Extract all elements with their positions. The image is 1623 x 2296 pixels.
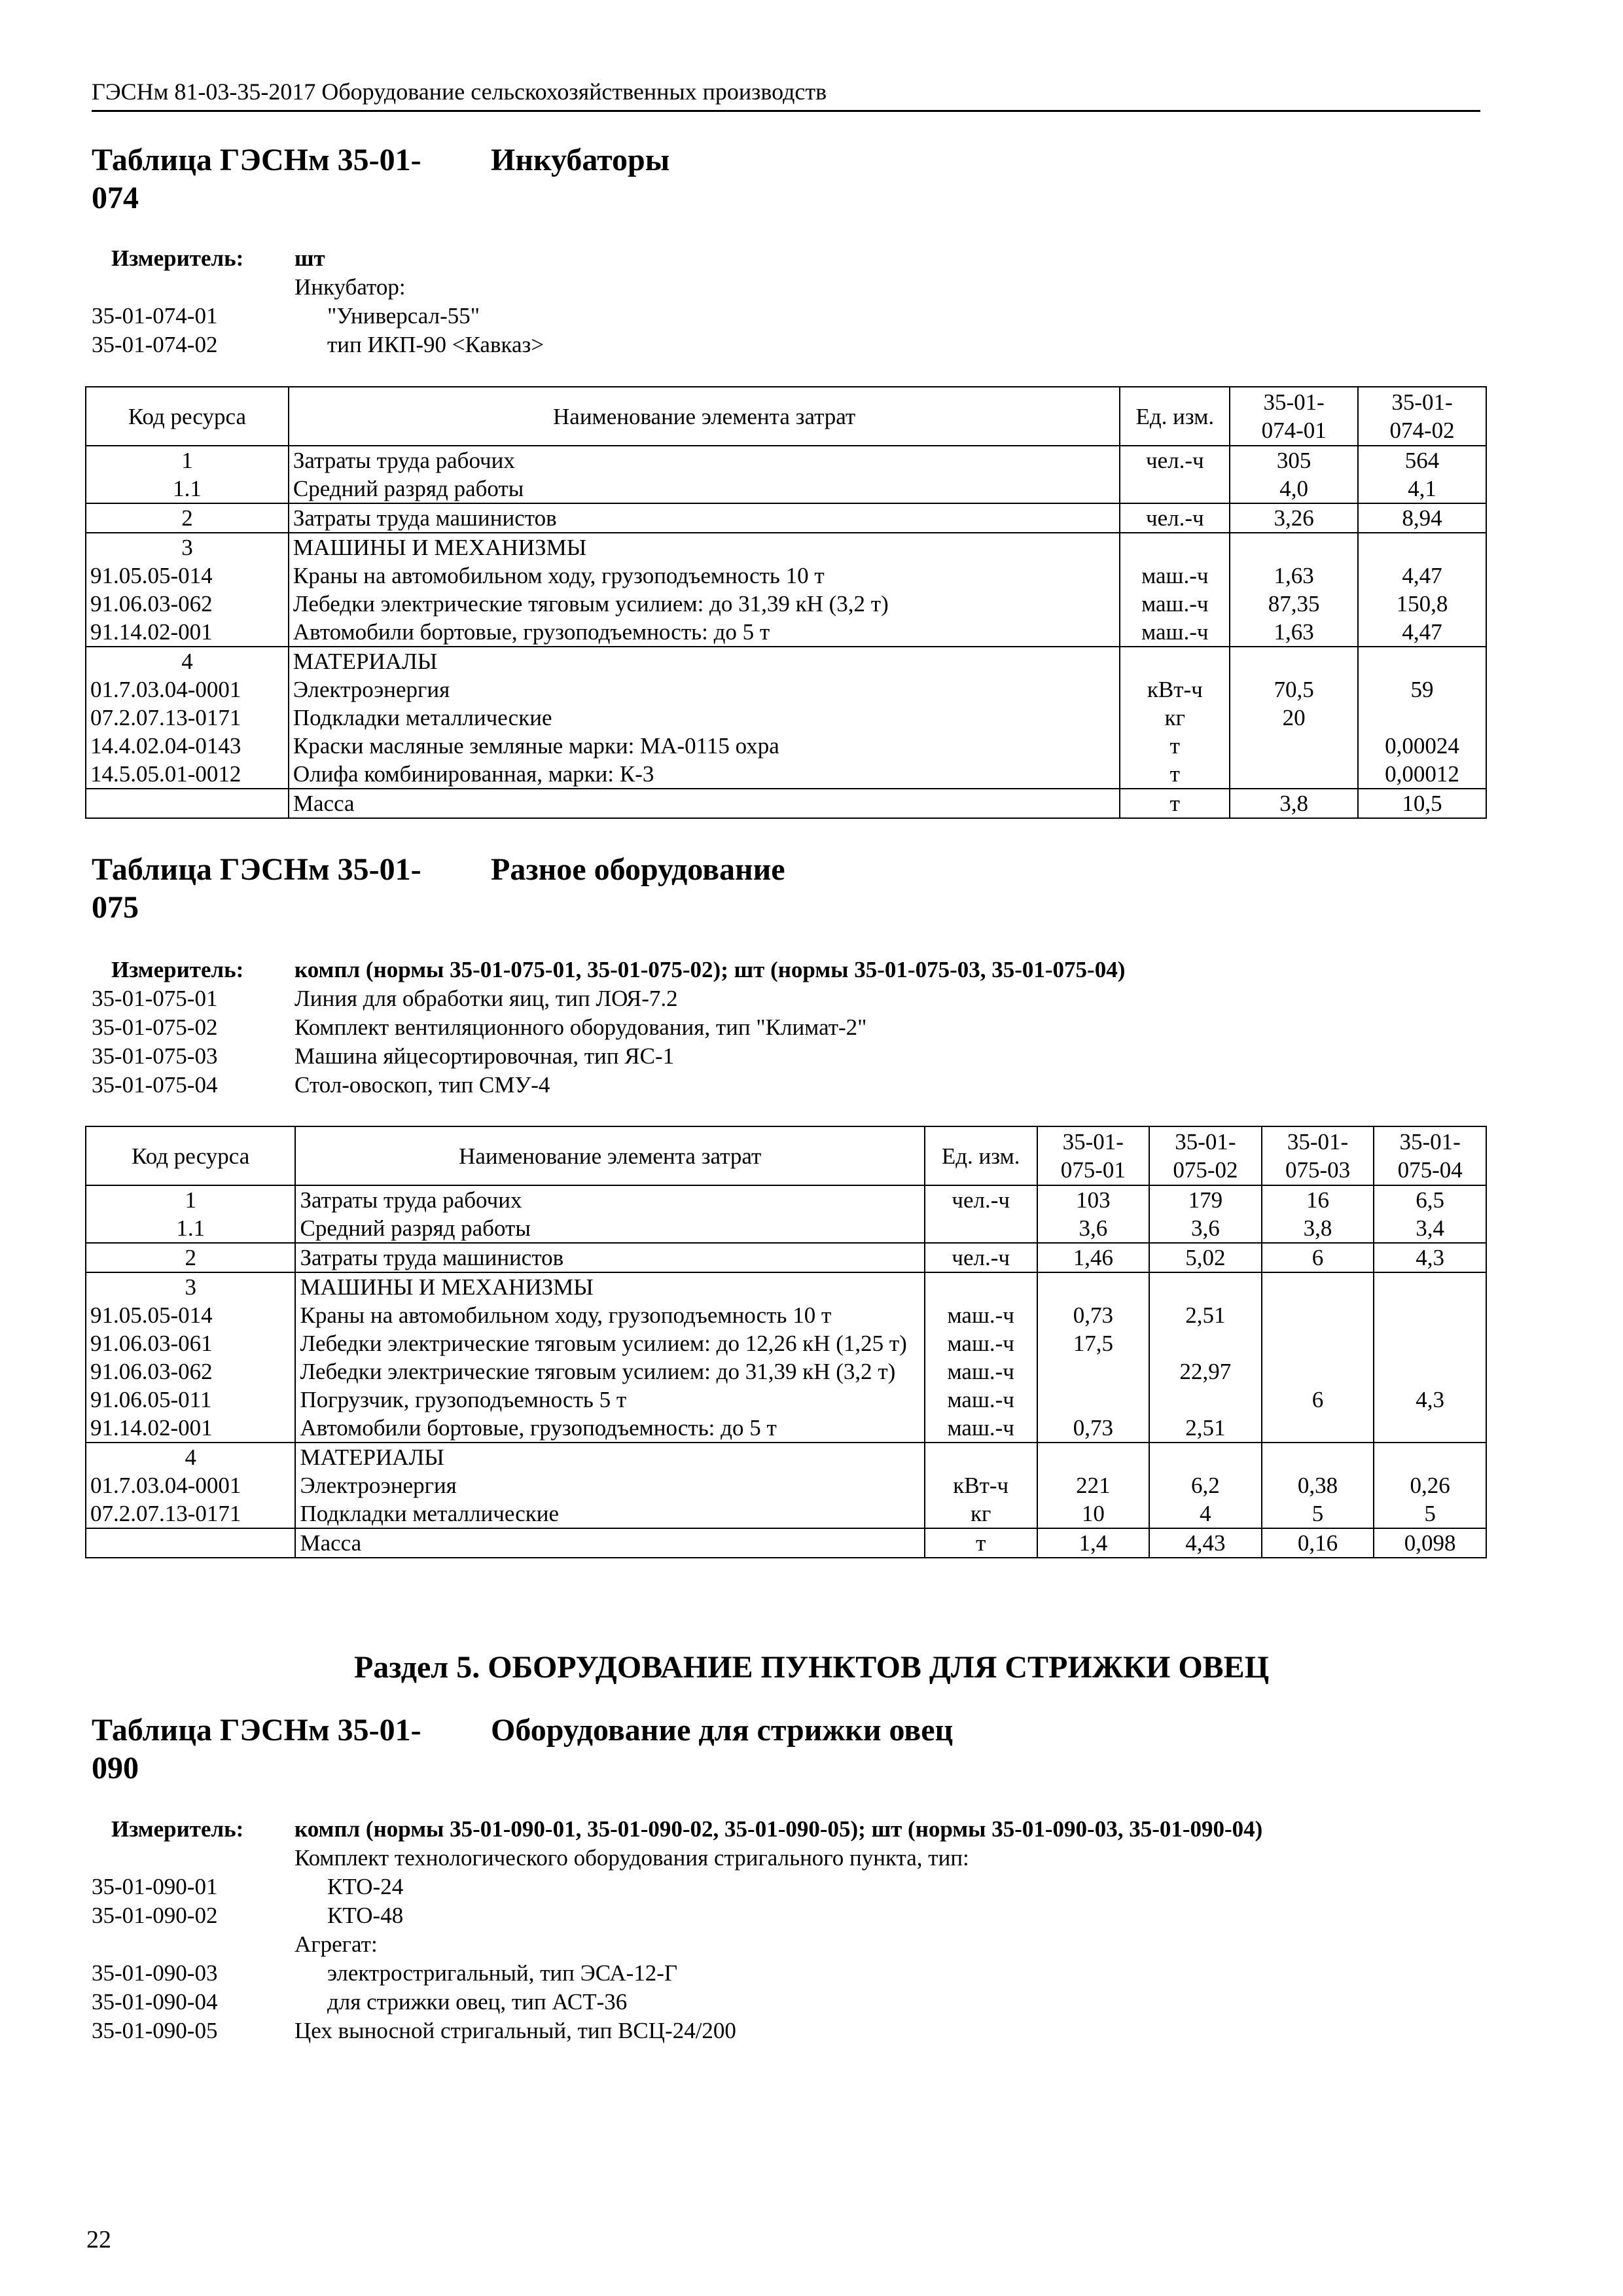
col-header-norm <box>1374 1126 1486 1185</box>
group-label: Комплект технологического оборудования стригального пункта, тип: <box>294 1845 969 1871</box>
cell-value: 0,73 <box>1037 1414 1150 1443</box>
cell-value: 0,00012 <box>1358 760 1486 789</box>
table-row <box>86 1471 1486 1499</box>
cell-name: Средний разряд работы <box>289 475 1120 503</box>
col-header-norm-bottom: 075-04 <box>1397 1157 1463 1183</box>
table-row <box>86 1357 1486 1386</box>
table-075-grid <box>85 1126 1487 1558</box>
table-row <box>86 446 1486 475</box>
cell-value <box>1037 1357 1150 1386</box>
cell-value: 59 <box>1358 675 1486 704</box>
table-row <box>86 1301 1486 1329</box>
cell-value: 1,4 <box>1037 1528 1150 1558</box>
cell-code: 91.14.02-001 <box>86 1414 295 1443</box>
page-number: 22 <box>86 2226 111 2253</box>
cell-code: 3 <box>86 1272 295 1301</box>
cell-unit: маш.-ч <box>1120 562 1230 590</box>
cell-value <box>1374 1357 1486 1386</box>
table-090-number <box>92 1712 491 1787</box>
table-074-name: Инкубаторы <box>491 143 670 177</box>
cell-value <box>1358 533 1486 562</box>
cell-code: 91.06.05-011 <box>86 1386 295 1414</box>
item-text: для стрижки овец, тип АСТ-36 <box>327 1989 628 2015</box>
cell-value <box>1149 1272 1262 1301</box>
col-header-norm-top: 35-01- <box>1287 1129 1349 1155</box>
cell-value <box>1037 1443 1150 1471</box>
cell-value: 4,3 <box>1374 1243 1486 1272</box>
cell-unit: т <box>1120 732 1230 760</box>
cell-unit: чел.-ч <box>925 1185 1037 1214</box>
cell-code: 3 <box>86 533 289 562</box>
meas-label: Измеритель: <box>111 1816 244 1842</box>
cell-name: Масса <box>289 789 1120 818</box>
section-heading: Раздел 5. ОБОРУДОВАНИЕ ПУНКТОВ ДЛЯ СТРИЖКИ ОВЕЦ <box>353 1650 1270 1685</box>
item-code: 35-01-074-02 <box>92 332 218 357</box>
col-header-name: Наименование элемента затрат <box>295 1126 924 1185</box>
table-074-title <box>92 141 669 217</box>
table-row <box>86 1214 1486 1243</box>
col-header-norm <box>1149 1126 1262 1185</box>
cell-value <box>1262 1329 1374 1357</box>
cell-value: 20 <box>1230 704 1358 732</box>
col-header-norm <box>1262 1126 1374 1185</box>
cell-name: Лебедки электрические тяговым усилием: до 12,26 кН (1,25 т) <box>295 1329 924 1357</box>
cell-value <box>1262 1443 1374 1471</box>
cell-value <box>1230 647 1358 675</box>
cell-name: Электроэнергия <box>289 675 1120 704</box>
table-row <box>86 789 1486 818</box>
cell-unit: маш.-ч <box>925 1386 1037 1414</box>
cell-unit: маш.-ч <box>925 1329 1037 1357</box>
table-075-number-line2: 075 <box>92 890 139 925</box>
cell-unit: чел.-ч <box>1120 503 1230 533</box>
cell-value: 2,51 <box>1149 1301 1262 1329</box>
item-text: Стол-овоскоп, тип СМУ-4 <box>294 1072 550 1098</box>
table-row <box>86 503 1486 533</box>
cell-name: Краски масляные земляные марки: МА-0115 охра <box>289 732 1120 760</box>
col-header-norm-top: 35-01- <box>1263 389 1325 415</box>
page-header: ГЭСНм 81-03-35-2017 Оборудование сельскохозяйственных производств <box>92 76 1480 112</box>
cell-code: 01.7.03.04-0001 <box>86 675 289 704</box>
cell-unit: кг <box>925 1499 1037 1528</box>
table-row <box>86 1386 1486 1414</box>
table-075-name: Разное оборудование <box>491 852 785 887</box>
item-code: 35-01-090-01 <box>92 1874 218 1899</box>
cell-unit <box>1120 533 1230 562</box>
cell-value: 5,02 <box>1149 1243 1262 1272</box>
cell-name: Подкладки металлические <box>289 704 1120 732</box>
cell-value: 3,26 <box>1230 503 1358 533</box>
cell-name: Краны на автомобильном ходу, грузоподъемность 10 т <box>295 1301 924 1329</box>
cell-value <box>1358 704 1486 732</box>
cell-value: 103 <box>1037 1185 1150 1214</box>
item-text: КТО-48 <box>327 1903 404 1928</box>
cell-value: 4,47 <box>1358 562 1486 590</box>
item-code: 35-01-090-03 <box>92 1960 218 1986</box>
cell-unit: т <box>925 1528 1037 1558</box>
cell-code: 1.1 <box>86 1214 295 1243</box>
cell-value <box>1374 1301 1486 1329</box>
col-header-norm-bottom: 074-02 <box>1389 418 1455 443</box>
cell-unit <box>925 1272 1037 1301</box>
table-row <box>86 533 1486 562</box>
cell-unit: маш.-ч <box>1120 618 1230 647</box>
item-text: Машина яйцесортировочная, тип ЯС-1 <box>294 1043 675 1069</box>
item-text: КТО-24 <box>327 1874 404 1899</box>
cell-unit: маш.-ч <box>925 1357 1037 1386</box>
cell-value: 3,4 <box>1374 1214 1486 1243</box>
col-header-norm-bottom: 075-01 <box>1060 1157 1126 1183</box>
cell-unit: кг <box>1120 704 1230 732</box>
cell-name: МАШИНЫ И МЕХАНИЗМЫ <box>289 533 1120 562</box>
cell-value: 1,63 <box>1230 618 1358 647</box>
cell-unit <box>925 1214 1037 1243</box>
cell-value: 5 <box>1262 1499 1374 1528</box>
cell-value <box>1262 1272 1374 1301</box>
item-code: 35-01-090-02 <box>92 1903 218 1928</box>
table-075-number-line1: Таблица ГЭСНм 35-01- <box>92 852 421 887</box>
table-090-number-line1: Таблица ГЭСНм 35-01- <box>92 1713 421 1748</box>
cell-value: 8,94 <box>1358 503 1486 533</box>
cell-value: 70,5 <box>1230 675 1358 704</box>
cell-code: 91.05.05-014 <box>86 1301 295 1329</box>
table-row <box>86 1528 1486 1558</box>
meas-label: Измеритель: <box>111 957 244 982</box>
cell-name: Лебедки электрические тяговым усилием: до 31,39 кН (3,2 т) <box>289 590 1120 618</box>
cell-name: Автомобили бортовые, грузоподъемность: до 5 т <box>295 1414 924 1443</box>
cell-value: 6,2 <box>1149 1471 1262 1499</box>
item-code: 35-01-075-02 <box>92 1014 218 1040</box>
table-075-number <box>92 851 491 927</box>
table-row <box>86 1185 1486 1214</box>
cell-code: 91.06.03-061 <box>86 1329 295 1357</box>
cell-value <box>1037 1272 1150 1301</box>
cell-unit <box>1120 647 1230 675</box>
cell-code: 07.2.07.13-0171 <box>86 704 289 732</box>
cell-value: 305 <box>1230 446 1358 475</box>
cell-value: 4,47 <box>1358 618 1486 647</box>
col-header-norm-bottom: 075-03 <box>1285 1157 1351 1183</box>
cell-value: 0,73 <box>1037 1301 1150 1329</box>
table-074-number <box>92 141 491 217</box>
table-row <box>86 475 1486 503</box>
table-075-title <box>92 851 785 927</box>
cell-value: 10,5 <box>1358 789 1486 818</box>
cell-code: 2 <box>86 1243 295 1272</box>
table-090-name: Оборудование для стрижки овец <box>491 1713 954 1748</box>
cell-value <box>1230 760 1358 789</box>
table-row <box>86 760 1486 789</box>
col-header-unit: Ед. изм. <box>925 1126 1037 1185</box>
cell-unit: маш.-ч <box>925 1301 1037 1329</box>
item-code: 35-01-074-01 <box>92 303 218 329</box>
group-label: Инкубатор: <box>294 274 406 300</box>
cell-name: Затраты труда машинистов <box>289 503 1120 533</box>
item-code: 35-01-090-05 <box>92 2018 218 2043</box>
cell-name: Автомобили бортовые, грузоподъемность: до 5 т <box>289 618 1120 647</box>
group-label: Агрегат: <box>294 1931 378 1957</box>
cell-value: 17,5 <box>1037 1329 1150 1357</box>
cell-code: 1 <box>86 1185 295 1214</box>
cell-name: Затраты труда рабочих <box>295 1185 924 1214</box>
col-header-norm-top: 35-01- <box>1062 1129 1124 1155</box>
cell-value: 4,1 <box>1358 475 1486 503</box>
item-code: 35-01-090-04 <box>92 1989 218 2015</box>
cell-code: 4 <box>86 1443 295 1471</box>
cell-name: Лебедки электрические тяговым усилием: до 31,39 кН (3,2 т) <box>295 1357 924 1386</box>
cell-value: 16 <box>1262 1185 1374 1214</box>
table-074-grid <box>85 386 1487 819</box>
cell-name: Электроэнергия <box>295 1471 924 1499</box>
cell-value: 0,16 <box>1262 1528 1374 1558</box>
cell-name: Затраты труда рабочих <box>289 446 1120 475</box>
cell-value <box>1262 1301 1374 1329</box>
table-row <box>86 704 1486 732</box>
cell-value: 6 <box>1262 1386 1374 1414</box>
cell-value: 179 <box>1149 1185 1262 1214</box>
table-row <box>86 1499 1486 1528</box>
table-row <box>86 732 1486 760</box>
cell-unit: маш.-ч <box>1120 590 1230 618</box>
cell-value <box>1374 1272 1486 1301</box>
table-074-number-line2: 074 <box>92 181 139 215</box>
cell-value: 4,3 <box>1374 1386 1486 1414</box>
cell-unit <box>1120 475 1230 503</box>
table-row <box>86 1414 1486 1443</box>
cell-value: 4 <box>1149 1499 1262 1528</box>
cell-value: 3,8 <box>1230 789 1358 818</box>
cell-unit: чел.-ч <box>925 1243 1037 1272</box>
cell-value: 2,51 <box>1149 1414 1262 1443</box>
cell-value <box>1230 732 1358 760</box>
cell-value: 6 <box>1262 1243 1374 1272</box>
cell-value: 0,098 <box>1374 1528 1486 1558</box>
cell-value <box>1262 1414 1374 1443</box>
table-row <box>86 647 1486 675</box>
meas-label: Измеритель: <box>111 245 244 271</box>
cell-value: 1,46 <box>1037 1243 1150 1272</box>
cell-value: 87,35 <box>1230 590 1358 618</box>
col-header-norm-top: 35-01- <box>1175 1129 1236 1155</box>
cell-value: 3,6 <box>1149 1214 1262 1243</box>
cell-unit: чел.-ч <box>1120 446 1230 475</box>
cell-code: 14.4.02.04-0143 <box>86 732 289 760</box>
cell-value: 150,8 <box>1358 590 1486 618</box>
col-header-norm <box>1358 387 1486 446</box>
cell-unit: т <box>1120 760 1230 789</box>
cell-code: 2 <box>86 503 289 533</box>
table-090-title <box>92 1712 953 1787</box>
cell-code: 1.1 <box>86 475 289 503</box>
cell-code: 07.2.07.13-0171 <box>86 1499 295 1528</box>
cell-value: 564 <box>1358 446 1486 475</box>
item-text: Комплект вентиляционного оборудования, тип "Климат-2" <box>294 1014 867 1040</box>
item-code: 35-01-075-01 <box>92 986 218 1011</box>
table-090-number-line2: 090 <box>92 1751 139 1785</box>
table-row <box>86 618 1486 647</box>
cell-value: 4,0 <box>1230 475 1358 503</box>
cell-code: 91.05.05-014 <box>86 562 289 590</box>
cell-name: Затраты труда машинистов <box>295 1243 924 1272</box>
item-text: электростригальный, тип ЭСА-12-Г <box>327 1960 678 1986</box>
cell-name: МАШИНЫ И МЕХАНИЗМЫ <box>295 1272 924 1301</box>
cell-code: 91.14.02-001 <box>86 618 289 647</box>
table-row <box>86 1329 1486 1357</box>
col-header-norm <box>1230 387 1358 446</box>
cell-name: Погрузчик, грузоподъемность 5 т <box>295 1386 924 1414</box>
table-row <box>86 1243 1486 1272</box>
meas-value: компл (нормы 35-01-075-01, 35-01-075-02); шт (нормы 35-01-075-03, 35-01-075-04) <box>294 957 1126 982</box>
cell-value: 0,38 <box>1262 1471 1374 1499</box>
cell-value <box>1149 1329 1262 1357</box>
col-header-norm <box>1037 1126 1150 1185</box>
cell-unit <box>925 1443 1037 1471</box>
cell-value <box>1374 1329 1486 1357</box>
cell-value: 22,97 <box>1149 1357 1262 1386</box>
cell-value: 10 <box>1037 1499 1150 1528</box>
cell-code: 1 <box>86 446 289 475</box>
cell-unit: т <box>1120 789 1230 818</box>
table-row <box>86 1272 1486 1301</box>
col-header-norm-bottom: 074-01 <box>1261 418 1327 443</box>
table-090-meta <box>92 1815 1262 2045</box>
meas-value: шт <box>294 245 325 271</box>
item-text: Линия для обработки яиц, тип ЛОЯ-7.2 <box>294 986 678 1011</box>
item-code: 35-01-075-04 <box>92 1072 218 1098</box>
cell-name: Масса <box>295 1528 924 1558</box>
cell-value <box>1149 1386 1262 1414</box>
cell-value: 1,63 <box>1230 562 1358 590</box>
cell-value <box>1358 647 1486 675</box>
cell-unit: маш.-ч <box>925 1414 1037 1443</box>
table-074-number-line1: Таблица ГЭСНм 35-01- <box>92 143 421 177</box>
cell-value <box>1374 1414 1486 1443</box>
col-header-unit: Ед. изм. <box>1120 387 1230 446</box>
col-header-norm-top: 35-01- <box>1399 1129 1461 1155</box>
item-text: тип ИКП-90 <Кавказ> <box>327 332 544 357</box>
item-text: "Универсал-55" <box>327 303 480 329</box>
cell-unit: кВт-ч <box>1120 675 1230 704</box>
cell-value <box>1374 1443 1486 1471</box>
col-header-name: Наименование элемента затрат <box>289 387 1120 446</box>
table-row <box>86 675 1486 704</box>
table-row <box>86 562 1486 590</box>
table-row <box>86 590 1486 618</box>
cell-value: 0,26 <box>1374 1471 1486 1499</box>
cell-name: МАТЕРИАЛЫ <box>289 647 1120 675</box>
cell-value: 3,8 <box>1262 1214 1374 1243</box>
meas-value: компл (нормы 35-01-090-01, 35-01-090-02, 35-01-090-05); шт (нормы 35-01-090-03, 35-01-090-04) <box>294 1816 1263 1842</box>
cell-name: Олифа комбинированная, марки: К-3 <box>289 760 1120 789</box>
cell-code: 01.7.03.04-0001 <box>86 1471 295 1499</box>
item-text: Цех выносной стригальный, тип ВСЦ-24/200 <box>294 2018 736 2043</box>
cell-code <box>86 1528 295 1558</box>
item-code: 35-01-075-03 <box>92 1043 218 1069</box>
cell-value <box>1037 1386 1150 1414</box>
cell-value: 3,6 <box>1037 1214 1150 1243</box>
cell-value <box>1149 1443 1262 1471</box>
cell-value: 5 <box>1374 1499 1486 1528</box>
cell-value: 221 <box>1037 1471 1150 1499</box>
cell-value: 0,00024 <box>1358 732 1486 760</box>
table-074-meta <box>92 244 544 359</box>
cell-value <box>1262 1357 1374 1386</box>
col-header-code: Код ресурса <box>86 1126 295 1185</box>
cell-code: 14.5.05.01-0012 <box>86 760 289 789</box>
cell-name: Краны на автомобильном ходу, грузоподъемность 10 т <box>289 562 1120 590</box>
cell-code: 4 <box>86 647 289 675</box>
cell-name: Средний разряд работы <box>295 1214 924 1243</box>
cell-code: 91.06.03-062 <box>86 1357 295 1386</box>
cell-code: 91.06.03-062 <box>86 590 289 618</box>
cell-name: Подкладки металлические <box>295 1499 924 1528</box>
col-header-code: Код ресурса <box>86 387 289 446</box>
table-row <box>86 1443 1486 1471</box>
col-header-norm-bottom: 075-02 <box>1173 1157 1238 1183</box>
cell-value: 4,43 <box>1149 1528 1262 1558</box>
table-075-meta <box>92 956 1125 1100</box>
cell-value <box>1230 533 1358 562</box>
col-header-norm-top: 35-01- <box>1391 389 1453 415</box>
cell-value: 6,5 <box>1374 1185 1486 1214</box>
cell-code <box>86 789 289 818</box>
cell-unit: кВт-ч <box>925 1471 1037 1499</box>
cell-name: МАТЕРИАЛЫ <box>295 1443 924 1471</box>
